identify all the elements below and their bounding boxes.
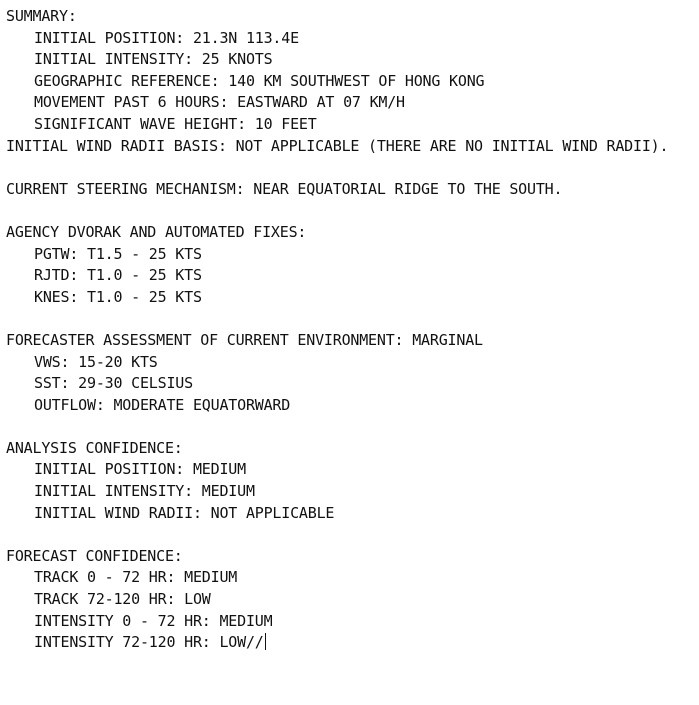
summary-geographic-reference: GEOGRAPHIC REFERENCE: 140 KM SOUTHWEST OF HONG KONG [34,71,485,90]
environment-vws: VWS: 15-20 KTS [34,352,158,371]
forecast-confidence-heading: FORECAST CONFIDENCE: [6,546,183,565]
environment-outflow: OUTFLOW: MODERATE EQUATORWARD [34,395,291,414]
spacer [6,416,694,438]
bulletin-document [6,6,694,654]
spacer [6,308,694,330]
spacer [6,524,694,546]
environment-sst: SST: 29-30 CELSIUS [34,374,193,393]
summary-initial-position: INITIAL POSITION: 21.3N 113.4E [34,28,299,47]
forecast-intensity-0-72: INTENSITY 0 - 72 HR: MEDIUM [34,611,273,630]
environment-heading: FORECASTER ASSESSMENT OF CURRENT ENVIRONMENT: MARGINAL [6,330,483,349]
fix-item-knes: KNES: T1.0 - 25 KTS [34,287,202,306]
summary-wind-radii-basis: INITIAL WIND RADII BASIS: NOT APPLICABLE (THERE ARE NO INITIAL WIND RADII). [6,136,669,155]
forecast-intensity-72-120: INTENSITY 72-120 HR: LOW// [34,633,264,652]
forecast-intensity-72-120-row[interactable] [6,632,694,654]
forecast-track-72-120: TRACK 72-120 HR: LOW [34,590,211,609]
analysis-initial-position: INITIAL POSITION: MEDIUM [34,460,246,479]
summary-initial-intensity: INITIAL INTENSITY: 25 KNOTS [34,50,273,69]
text-cursor [265,633,266,650]
summary-wave-height: SIGNIFICANT WAVE HEIGHT: 10 FEET [34,114,317,133]
steering-mechanism: CURRENT STEERING MECHANISM: NEAR EQUATORIAL RIDGE TO THE SOUTH. [6,179,563,198]
analysis-initial-intensity: INITIAL INTENSITY: MEDIUM [34,482,255,501]
spacer [6,200,694,222]
summary-movement: MOVEMENT PAST 6 HOURS: EASTWARD AT 07 KM/H [34,93,405,112]
summary-heading: SUMMARY: [6,7,77,25]
analysis-initial-wind-radii: INITIAL WIND RADII: NOT APPLICABLE [34,503,335,522]
spacer [6,157,694,179]
fix-item-pgtw: PGTW: T1.5 - 25 KTS [34,244,202,263]
analysis-confidence-heading: ANALYSIS CONFIDENCE: [6,438,183,457]
forecast-track-0-72: TRACK 0 - 72 HR: MEDIUM [34,568,238,587]
fixes-heading: AGENCY DVORAK AND AUTOMATED FIXES: [6,222,307,241]
fix-item-rjtd: RJTD: T1.0 - 25 KTS [34,266,202,285]
